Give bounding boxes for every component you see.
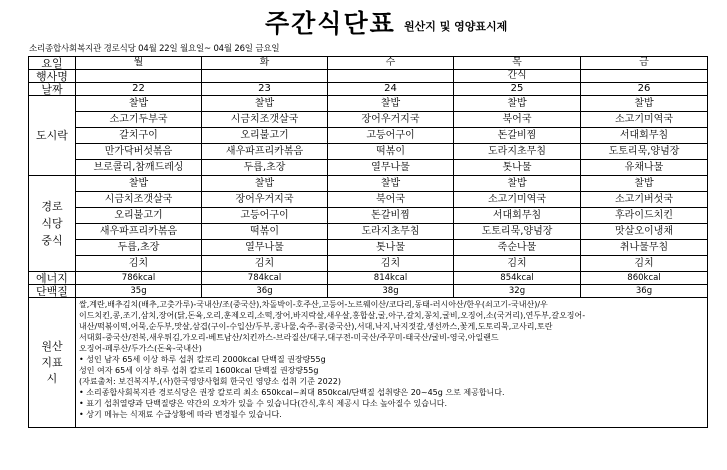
menu-item: 소고기두부국 [76,112,202,128]
senior-row [29,256,708,272]
menu-item: 북어국 [328,192,454,208]
energy-value: 784kcal [202,272,328,285]
menu-item: 새우파프리카볶음 [76,224,202,240]
label-dosirak: 도시락 [29,96,76,176]
protein-value: 35g [76,285,202,298]
menu-item: 도토리묵,양념장 [581,144,708,160]
senior-row [29,224,708,240]
label-day: 요일 [29,57,76,70]
menu-item: 도토리묵,양념장 [454,224,581,240]
event-cell: 간식 [454,70,581,83]
menu-item: 맛살오이냉채 [581,224,708,240]
menu-item: 죽순나물 [454,240,581,256]
protein-value: 36g [202,285,328,298]
origin-line: 이드치킨,콩,조기,삼치,장어(닭,돈육,오리,훈제오리,소떡,장어,바지락살,새우살,홍합살,굴,아구,갈치,꽁치,굴비,오징어,소(국거리),연두부,갈오징어- [79,311,586,320]
event-cell [581,70,708,83]
event-cell [202,70,328,83]
menu-item: 도라지초무침 [454,144,581,160]
menu-item: 돈갈비찜 [328,208,454,224]
title-area [0,4,727,38]
note-line: • 소리종합사회복지관 경로식당은 권장 칼로리 최소 650kcal~최대 850kcal/단백질 섭취량은 20~45g 으로 제공합니다. [79,388,505,397]
label-date: 날짜 [29,83,76,96]
energy-value: 786kcal [76,272,202,285]
senior-row [29,240,708,256]
menu-item: 돈갈비찜 [454,128,581,144]
menu-item: 찰밥 [76,176,202,192]
dosirak-row [29,112,708,128]
menu-table [28,56,708,428]
event-cell [328,70,454,83]
menu-item: 찰밥 [581,96,708,112]
menu-item: 찰밥 [454,176,581,192]
menu-item: 취나물무침 [581,240,708,256]
event-row [29,70,708,83]
menu-item: 서대회무침 [454,208,581,224]
day-header: 화 [202,57,328,70]
note-line: • 표기 섭취열량과 단백질량은 약간의 오차가 있을 수 있습니다(간식,후식 제공시 다소 높아질수 있습니다. [79,399,448,408]
menu-item: 북어국 [454,112,581,128]
menu-item: 떡볶이 [328,144,454,160]
menu-item: 찰밥 [581,176,708,192]
day-header: 수 [328,57,454,70]
menu-item: 오리불고기 [202,128,328,144]
senior-row [29,176,708,192]
menu-item: 찰밥 [202,176,328,192]
menu-item: 소고기미역국 [454,192,581,208]
menu-item: 서대회무침 [581,128,708,144]
menu-item: 김치 [581,256,708,272]
protein-value: 32g [454,285,581,298]
date-cell: 26 [581,83,708,96]
protein-value: 36g [581,285,708,298]
date-cell: 25 [454,83,581,96]
origin-line: 오징어-페루산/두가스(돈육-국내산) [79,344,202,353]
protein-value: 38g [328,285,454,298]
note-line: 성인 여자 65세 이상 하루 섭취 칼로리 1600kcal 단백질 권장량55g [79,366,319,375]
menu-item: 고등어구이 [328,128,454,144]
menu-item: 두릅,초장 [202,160,328,176]
menu-item: 김치 [328,256,454,272]
menu-item: 열무나물 [328,160,454,176]
origin-line: 쌀,계란,배추김치(배추,고춧가루)-국내산/조(중국산),차돌박이-호주산,고등어-노르웨이산/코다리,동태-러시아산/한우(쇠고기-국내산)/우 [79,300,548,309]
dosirak-row [29,144,708,160]
menu-item: 갈치구이 [76,128,202,144]
menu-item: 고등어구이 [202,208,328,224]
energy-value: 854kcal [454,272,581,285]
energy-value: 860kcal [581,272,708,285]
menu-item: 오리불고기 [76,208,202,224]
menu-item: 찰밥 [76,96,202,112]
note-line: (자료출처: 보건복지부,(사)한국영양사협회 한국인 영양소 섭취 기준 2022) [79,377,341,386]
menu-item: 찰밥 [454,96,581,112]
menu-item: 톳나물 [454,160,581,176]
menu-item: 김치 [454,256,581,272]
date-cell: 24 [328,83,454,96]
menu-item: 김치 [202,256,328,272]
menu-item: 찰밥 [328,176,454,192]
dosirak-row [29,160,708,176]
dosirak-row [29,128,708,144]
page-subtitle: 원산지 및 영양표시제 [404,20,508,33]
origin-line: 내산/떡볶이떡,어묵,순두부,맛살,삼겹(구이-수입산/두부,콩나물,숙주-콩(중국산),서대,낙지,낙지젓갈,생선까스,꽃게,도토리묵,고사리,토란 [79,322,553,331]
menu-item: 후라이드치킨 [581,208,708,224]
energy-value: 814kcal [328,272,454,285]
menu-item: 톳나물 [328,240,454,256]
senior-row [29,208,708,224]
senior-row [29,192,708,208]
note-line: • 성인 남자 65세 이상 하루 섭취 칼로리 2000kcal 단백질 권장량55g [79,355,326,364]
menu-item: 장어우거지국 [202,192,328,208]
label-event: 행사명 [29,70,76,83]
org-period-line: 소리종합사회복지관 경로식당 04월 22일 월요일~ 04월 26일 금요일 [29,44,280,54]
menu-item: 소고기버섯국 [581,192,708,208]
menu-item: 찰밥 [202,96,328,112]
date-cell: 22 [76,83,202,96]
menu-item: 두릅,초장 [76,240,202,256]
protein-row [29,285,708,298]
label-origin: 원산지표시 [29,298,76,428]
day-header: 월 [76,57,202,70]
date-cell: 23 [202,83,328,96]
menu-item: 찰밥 [328,96,454,112]
label-energy: 에너지 [29,272,76,285]
date-row [29,83,708,96]
energy-row [29,272,708,285]
menu-item: 장어우거지국 [328,112,454,128]
menu-item: 새우파프리카볶음 [202,144,328,160]
menu-item: 유채나물 [581,160,708,176]
menu-item: 김치 [76,256,202,272]
menu-item: 만가닥버섯볶음 [76,144,202,160]
day-row [29,57,708,70]
menu-item: 열무나물 [202,240,328,256]
menu-item: 떡볶이 [202,224,328,240]
menu-item: 브로콜리,참깨드레싱 [76,160,202,176]
dosirak-row [29,96,708,112]
menu-item: 시금치조갯살국 [76,192,202,208]
day-header: 목 [454,57,581,70]
label-senior: 경로식당중식 [29,176,76,272]
day-header: 금 [581,57,708,70]
origin-line: 서대회-중국산/전복,새우튀김,가오리-베트남산/치킨까스-브라질산/대구,대구전-미국산/주꾸미-태국산/굴비-영국,아일랜드 [79,333,499,342]
origin-cell [76,298,708,428]
origin-row [29,298,708,428]
menu-item: 시금치조갯살국 [202,112,328,128]
menu-item: 도라지초무침 [328,224,454,240]
page-title: 주간식단표 [265,9,396,38]
menu-item: 소고기미역국 [581,112,708,128]
note-line: • 상기 메뉴는 식재료 수급상황에 따라 변경될수 있습니다. [79,410,282,419]
event-cell [76,70,202,83]
label-protein: 단백질 [29,285,76,298]
